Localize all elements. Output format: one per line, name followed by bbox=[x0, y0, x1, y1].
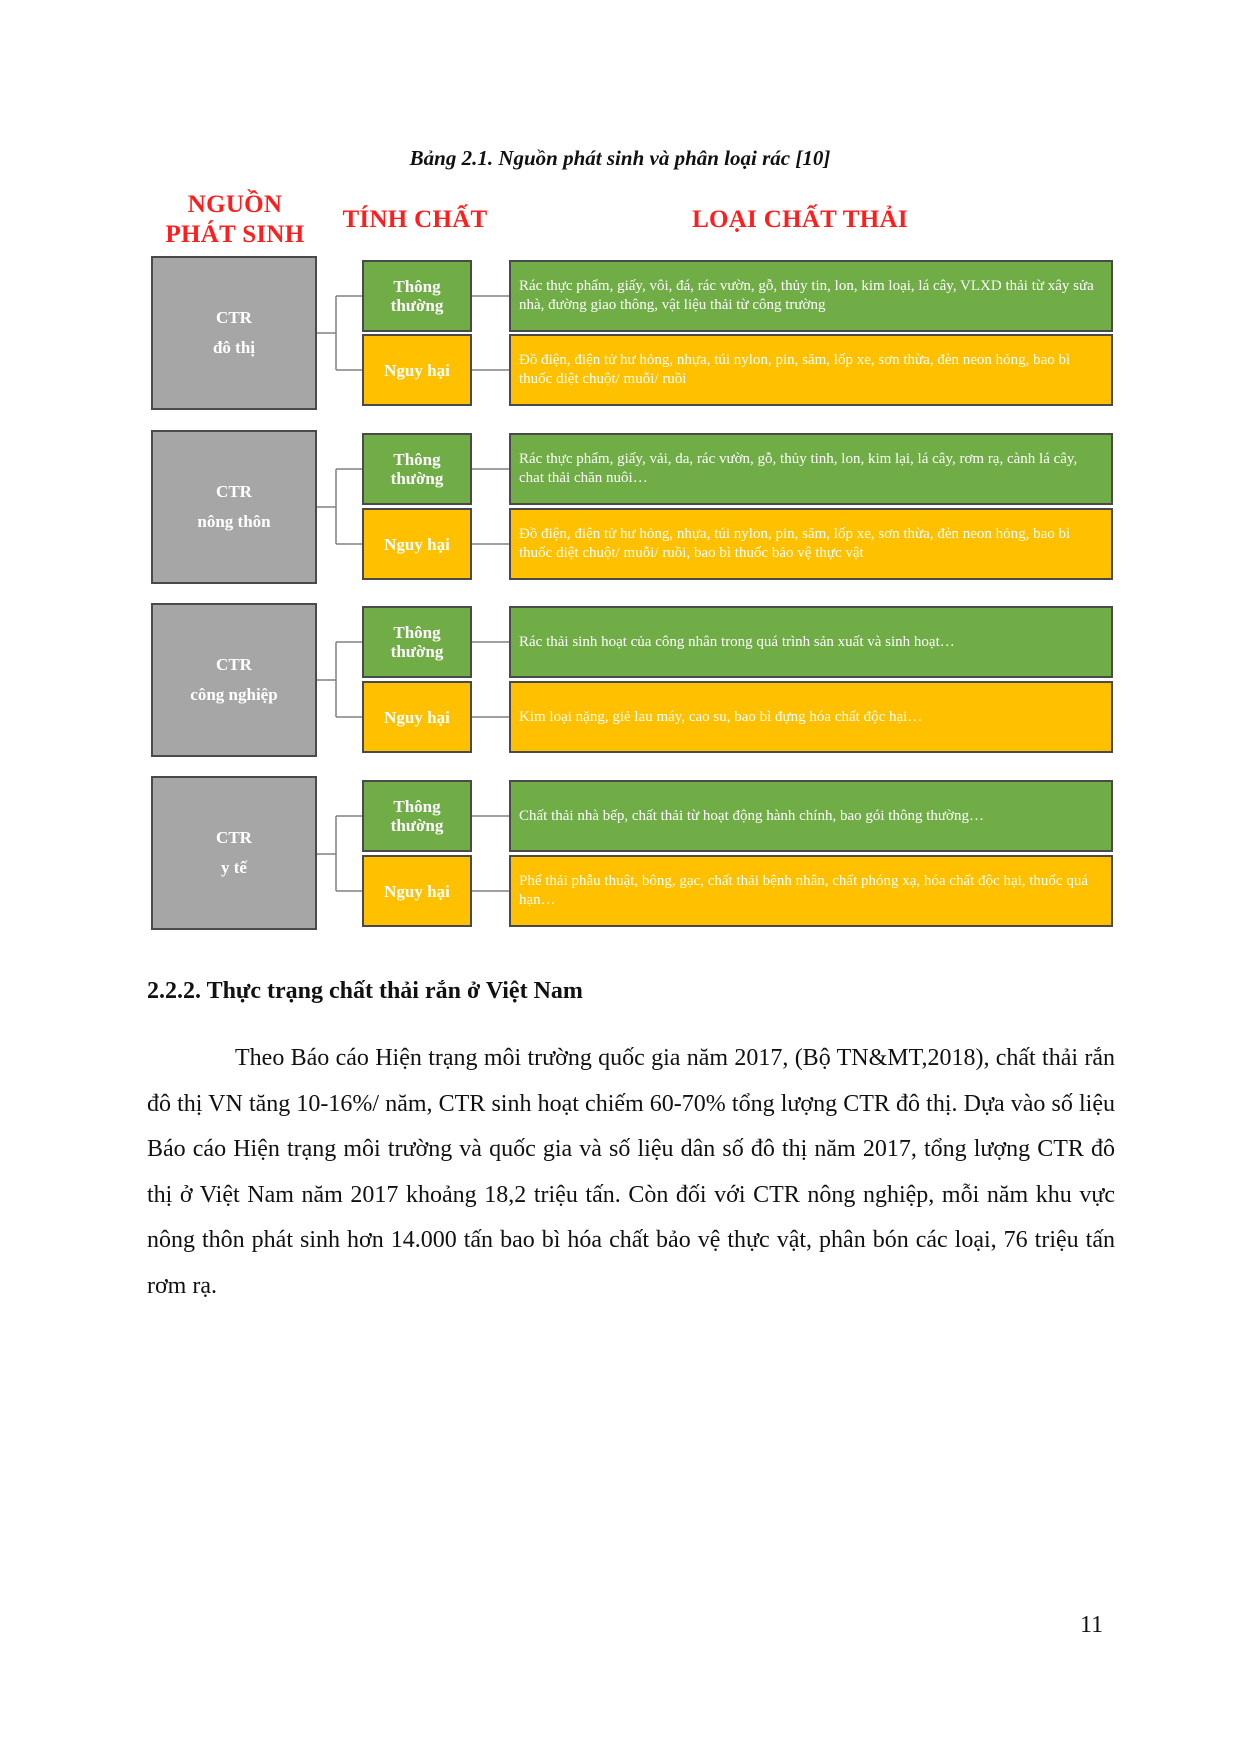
type-description: Rác thải sinh hoạt của công nhân trong quá trình sản xuất và sinh hoạt… bbox=[519, 633, 955, 650]
nature-hazard-rural bbox=[362, 508, 472, 580]
nature-normal-rural bbox=[362, 433, 472, 505]
header-source-line2: PHÁT SINH bbox=[165, 221, 305, 248]
source-sublabel: y tế bbox=[221, 858, 247, 877]
nature-label: Nguy hại bbox=[384, 534, 450, 554]
source-label: CTR bbox=[216, 655, 252, 674]
type-description: Chất thải nhà bếp, chất thải từ hoạt động hành chính, bao gói thông thường… bbox=[519, 807, 984, 824]
source-label: CTR bbox=[216, 308, 252, 327]
nature-hazard-industrial bbox=[362, 681, 472, 753]
source-sublabel: đô thị bbox=[212, 338, 256, 357]
nature-label: thường bbox=[390, 816, 444, 835]
source-sublabel: nông thôn bbox=[197, 512, 271, 531]
type-description: Đồ điện, điện tử hư hỏng, nhựa, túi nylon, pin, săm, lốp xe, sơn thừa, đèn neon hỏng, bao bì thuốc diệt chuột/ muỗi/ ruồi, bao bì thuốc bảo vệ thực vật bbox=[519, 526, 1071, 561]
type-description: Phế thải phẫu thuật, bông, gạc, chất thải bệnh nhân, chất phóng xạ, hóa chất độc hại, thuốc quá hạn… bbox=[519, 873, 1088, 908]
source-box-rural bbox=[151, 430, 317, 584]
table-caption: Bảng 2.1. Nguồn phát sinh và phân loại rác [10] bbox=[409, 146, 831, 170]
nature-normal-medical bbox=[362, 780, 472, 852]
nature-label: thường bbox=[390, 642, 444, 661]
nature-hazard-medical bbox=[362, 855, 472, 927]
source-box-industrial bbox=[151, 603, 317, 757]
type-normal-rural bbox=[509, 433, 1113, 505]
header-type: LOẠI CHẤT THẢI bbox=[692, 206, 908, 233]
type-hazard-industrial bbox=[509, 681, 1113, 753]
source-label: CTR bbox=[216, 482, 252, 501]
type-description: Rác thực phẩm, giấy, vôi, đá, rác vườn, gỗ, thủy tin, lon, kim loại, lá cây, VLXD thải từ xây sửa nhà, đường giao thông, vật liệu thải từ công trường bbox=[519, 278, 1094, 313]
type-hazard-urban bbox=[509, 334, 1113, 406]
type-normal-urban bbox=[509, 260, 1113, 332]
nature-label: thường bbox=[390, 469, 444, 488]
nature-label: Thông bbox=[393, 277, 441, 296]
section-heading: 2.2.2. Thực trạng chất thải rắn ở Việt Nam bbox=[147, 978, 583, 1004]
nature-label: Nguy hại bbox=[384, 707, 450, 727]
source-label: CTR bbox=[216, 828, 252, 847]
nature-label: Thông bbox=[393, 450, 441, 469]
type-normal-medical bbox=[509, 780, 1113, 852]
header-nature: TÍNH CHẤT bbox=[342, 206, 488, 233]
nature-label: Thông bbox=[393, 623, 441, 642]
header-source-line1: NGUỒN bbox=[187, 191, 283, 218]
nature-label: Nguy hại bbox=[384, 360, 450, 380]
type-description: Rác thực phẩm, giấy, vải, da, rác vườn, gỗ, thủy tinh, lon, kim lại, lá cây, rơm rạ, cành lá cây, chat thải chăn nuôi… bbox=[519, 451, 1078, 486]
source-sublabel: công nghiệp bbox=[190, 685, 278, 704]
source-box-medical bbox=[151, 776, 317, 930]
type-hazard-rural bbox=[509, 508, 1113, 580]
page-number: 11 bbox=[1080, 1612, 1104, 1638]
nature-normal-urban bbox=[362, 260, 472, 332]
nature-normal-industrial bbox=[362, 606, 472, 678]
nature-label: Thông bbox=[393, 797, 441, 816]
source-box-urban bbox=[151, 256, 317, 410]
nature-label: thường bbox=[390, 296, 444, 315]
nature-hazard-urban bbox=[362, 334, 472, 406]
body-paragraph: Theo Báo cáo Hiện trạng môi trường quốc gia năm 2017, (Bộ TN&MT,2018), chất thải rắn đô thị VN tăng 10-16%/ năm, CTR sinh hoạt chiếm 60-70% tổng lượng CTR đô thị. Dựa vào số liệu Báo cáo Hiện trạng môi trường và quốc gia và số liệu dân số đô thị năm 2017, tổng lượng CTR đô thị ở Việt Nam năm 2017 khoảng 18,2 triệu tấn. Còn đối với CTR nông nghiệp, mỗi năm khu vực nông thôn phát sinh hơn 14.000 tấn bao bì hóa chất bảo vệ thực vật, phân bón các loại, 76 triệu tấn rơm rạ. bbox=[147, 1045, 1115, 1299]
nature-label: Nguy hại bbox=[384, 881, 450, 901]
type-description: Kim loại nặng, giẻ lau máy, cao su, bao bì đựng hóa chất độc hại… bbox=[519, 708, 923, 725]
type-hazard-medical bbox=[509, 855, 1113, 927]
type-description: Đồ điện, điện tử hư hỏng, nhựa, túi nylon, pin, săm, lốp xe, sơn thừa, đèn neon hỏng, bao bì thuốc diệt chuột/ muỗi/ ruồi bbox=[519, 352, 1071, 387]
type-normal-industrial bbox=[509, 606, 1113, 678]
